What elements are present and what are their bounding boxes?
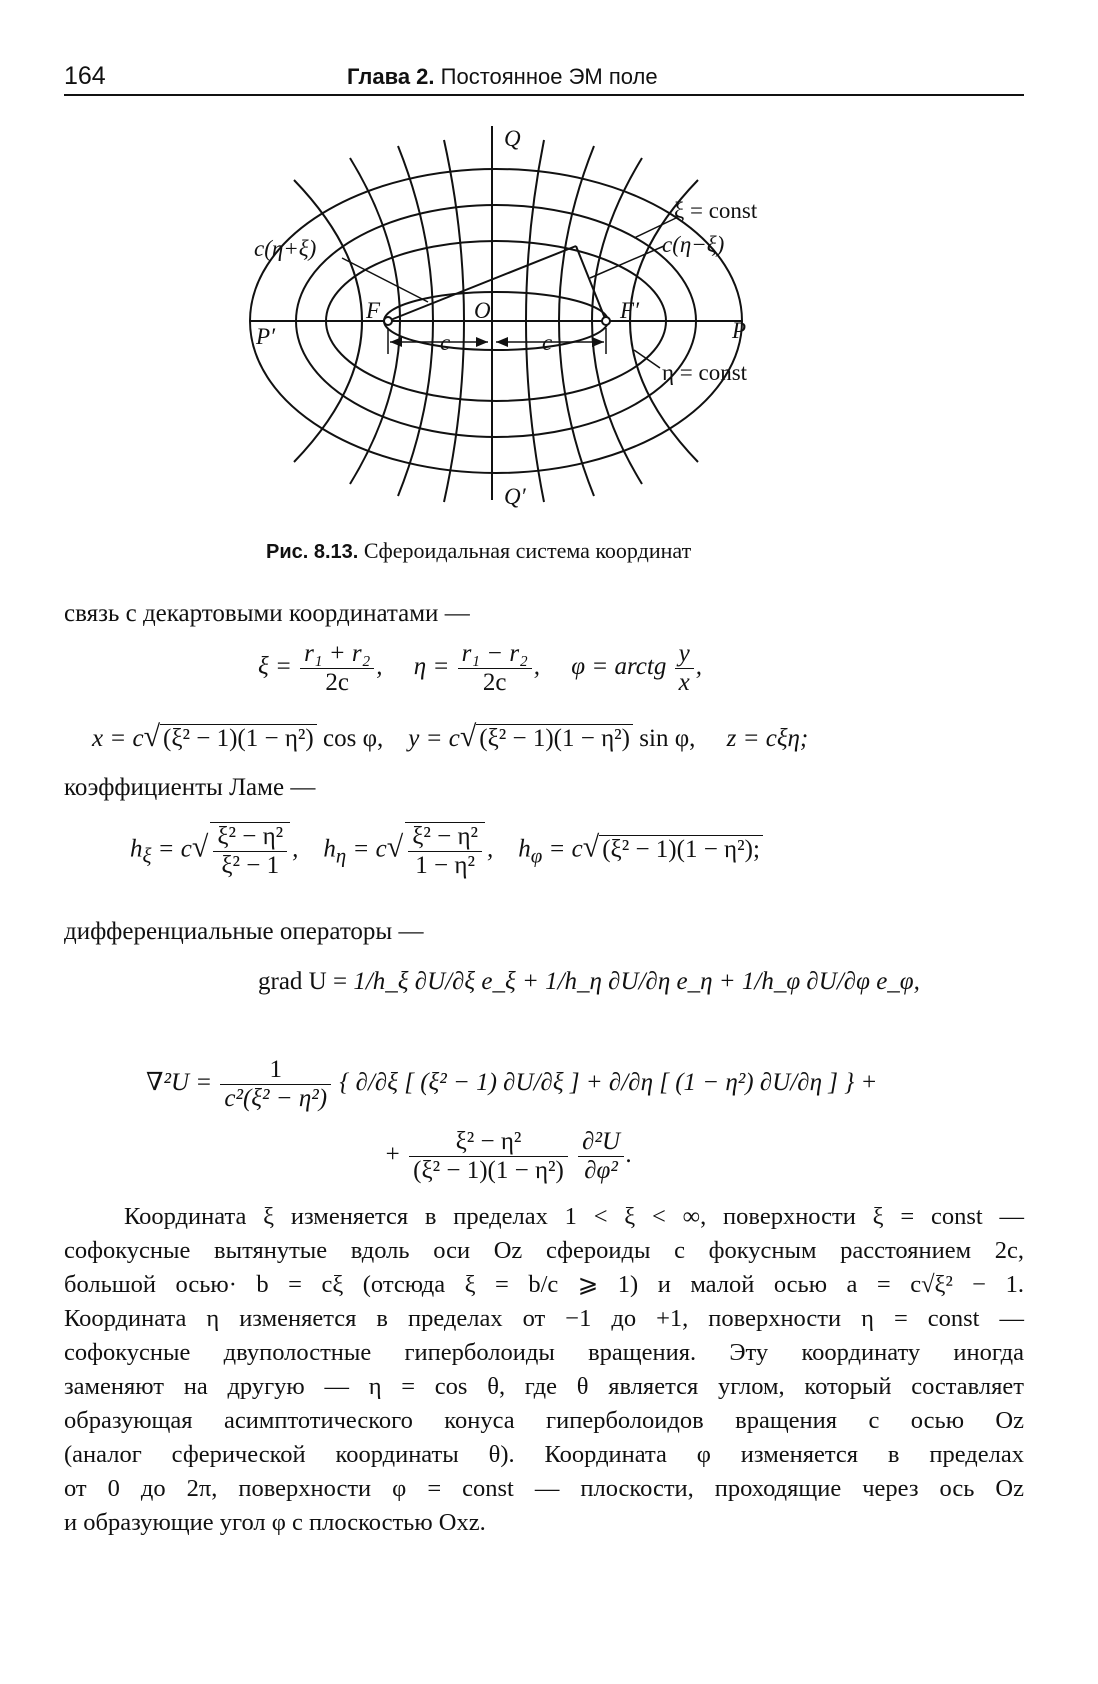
coordinate-diagram — [230, 118, 810, 538]
paragraph-line: софокусные двуполостные гиперболоиды вращения. Эту координату иногда — [64, 1339, 1024, 1366]
label-o: O — [474, 298, 491, 323]
paragraph-line: от 0 до 2π, поверхности φ = const — плоскости, проходящие через ось Oz — [64, 1475, 1024, 1502]
eta-den: 2c — [482, 669, 507, 696]
paragraph-line: образующая асимптотического конуса гиперболоидов вращения с осью Oz — [64, 1407, 1024, 1434]
h-xi-num: ξ² − η² — [213, 823, 287, 852]
h-xi-den: ξ² − 1 — [221, 852, 280, 879]
y-tail: sin φ, — [639, 725, 696, 752]
lap-lhs: ∇²U = — [146, 1069, 213, 1097]
lap2-derivative — [578, 1128, 624, 1185]
label-q: Q — [504, 126, 521, 151]
y-eq: y = c — [408, 725, 460, 752]
paragraph-line: (аналог сферической координаты θ). Координата φ изменяется в пределах — [64, 1441, 1024, 1468]
lap2-den: (ξ² − 1)(1 − η²) — [413, 1157, 564, 1184]
lap2-d-num: ∂²U — [578, 1128, 624, 1157]
phi-fraction — [675, 640, 694, 697]
phi-num: y — [675, 640, 694, 669]
z-eq: z = cξη; — [726, 725, 809, 752]
h-xi-sub: ξ — [142, 843, 152, 868]
h-eta-den: 1 − η² — [415, 852, 475, 879]
phi-lhs: φ = arctg — [571, 653, 667, 681]
paragraph-line: и образующие угол φ с плоскостью Oxz. — [64, 1509, 486, 1536]
h-xi: h — [130, 835, 143, 863]
focus-f-prime-dot — [602, 317, 610, 325]
y-root: (ξ² − 1)(1 − η²) — [476, 724, 633, 753]
xi-num: r₁ + r₂ — [300, 640, 374, 669]
caption-number: Рис. 8.13. — [266, 541, 359, 563]
formula-laplacian — [146, 1056, 877, 1113]
eta-num: r₁ − r₂ — [458, 640, 532, 669]
xi-den: 2c — [325, 669, 349, 696]
formula-grad — [258, 968, 920, 996]
page-number: 164 — [64, 62, 106, 90]
h-phi-sub: φ — [530, 843, 543, 868]
h-phi: h — [518, 835, 531, 863]
lap2-d-den: ∂φ² — [584, 1157, 618, 1184]
label-f: F — [366, 298, 381, 323]
paragraph-line: большой осью· b = cξ (отсюда ξ = b/c ⩾ 1) и малой осью a = c√ξ² − 1. — [64, 1271, 1024, 1298]
h-phi-root: (ξ² − 1)(1 − η²); — [599, 835, 763, 864]
leader-c-eta-plus-xi — [342, 258, 428, 302]
focus-f-dot — [384, 317, 392, 325]
lap-pref-num: 1 — [220, 1056, 331, 1085]
lap2-fraction — [409, 1128, 568, 1185]
h-eta-num: ξ² − η² — [408, 823, 482, 852]
x-root: (ξ² − 1)(1 − η²) — [160, 724, 317, 753]
arrow-left-in — [476, 337, 488, 347]
chapter-heading — [347, 64, 658, 90]
formula-xi-eta-phi: ξ = $\frac{\text{r₁ + r₂}}{2c}$ , η = $\frac{\text{r₁ − r₂}}{2c}$ , φ = arctg $\frac{y}{x}$ , — [258, 640, 702, 696]
body-paragraph — [64, 1200, 1024, 1540]
xi-lhs: ξ = — [258, 653, 292, 681]
lap-pref-den: c²(ξ² − η²) — [224, 1085, 328, 1112]
x-tail: cos φ, — [323, 725, 384, 752]
lap2-plus: + — [384, 1141, 401, 1169]
eta-lhs: η = — [413, 653, 450, 681]
label-eta-const: η = const — [662, 360, 748, 385]
label-f-prime: F′ — [620, 298, 640, 323]
chapter-label: Глава 2. — [347, 64, 435, 89]
x-eq: x = c — [92, 725, 144, 752]
paragraph-line: Координата ξ изменяется в пределах 1 < ξ < ∞, поверхности ξ = const — — [124, 1203, 1024, 1230]
grad-lhs: grad U = — [258, 968, 348, 995]
formula-xyz: x = c√ (ξ² − 1)(1 − η²) cos φ, y = c√ (ξ² − 1)(1 − η²) sin φ, z = cξη; — [92, 720, 809, 753]
paragraph-line: Координата η изменяется в пределах от −1 до +1, поверхности η = const — — [64, 1305, 1024, 1332]
xi-fraction — [300, 640, 374, 697]
spheroidal-coordinates-figure — [230, 118, 810, 548]
label-c-left: c — [440, 330, 451, 355]
eta-fraction — [458, 640, 532, 697]
arrow-right-out — [592, 337, 604, 347]
lap2-num: ξ² − η² — [409, 1128, 568, 1157]
label-p-prime: P′ — [256, 324, 276, 349]
paragraph-line: заменяют на другую — η = cos θ, где θ является углом, который составляет — [64, 1373, 1024, 1400]
h-eta-fraction — [405, 822, 485, 880]
arrow-left-out — [390, 337, 402, 347]
label-c-eta-plus-xi: c(η+ξ) — [254, 236, 317, 261]
chapter-title: Постоянное ЭМ поле — [440, 64, 658, 89]
paragraph-line: софокусные вытянутые вдоль оси Oz сфероиды с фокусным расстоянием 2c, — [64, 1237, 1024, 1264]
intro-cartesian: связь с декартовыми координатами — — [64, 600, 470, 627]
label-c-eta-minus-xi: c(η−ξ) — [662, 232, 725, 257]
figure-caption — [266, 538, 826, 564]
h-eta-sub: η — [335, 843, 347, 868]
operators-intro: дифференциальные операторы — — [64, 918, 424, 945]
label-c-right: c — [542, 330, 553, 355]
lap-brace: { ∂/∂ξ [ (ξ² − 1) ∂U/∂ξ ] + ∂/∂η [ (1 − η²) ∂U/∂η ] } + — [339, 1069, 878, 1097]
caption-text: Сфероидальная система координат — [363, 538, 692, 563]
arrow-right-in — [496, 337, 508, 347]
grad-rhs: 1/h_ξ ∂U/∂ξ e_ξ + 1/h_η ∂U/∂η e_η + 1/h_φ ∂U/∂φ e_φ, — [353, 968, 920, 995]
lap-prefactor — [220, 1056, 331, 1113]
h-xi-fraction — [210, 822, 290, 880]
label-xi-const: ξ = const — [674, 198, 758, 223]
header-rule — [64, 94, 1024, 96]
formula-lame: $h_\xi = c√$ $\frac{\text{ξ² − η²}}{\text{ξ² − 1}}$ , $h_\eta = c√$ $\frac{\text{ξ² − η²}}{\text{1 − η²}}$ , $h_\varphi = c√$ (ξ² − 1)(1 − η²); — [130, 822, 763, 880]
h-eta: h — [323, 835, 336, 863]
label-p: P — [732, 318, 747, 343]
formula-laplacian-cont: + $\frac{\text{ξ² − η²}}{\text{(ξ² − 1)(1 − η²)}}$ $\frac{\text{∂²U}}{\text{∂φ²}}$ . — [384, 1128, 633, 1184]
label-q-prime: Q′ — [504, 484, 526, 509]
running-head — [64, 58, 1034, 98]
phi-den: x — [678, 669, 690, 696]
lame-intro: коэффициенты Ламе — — [64, 774, 316, 801]
